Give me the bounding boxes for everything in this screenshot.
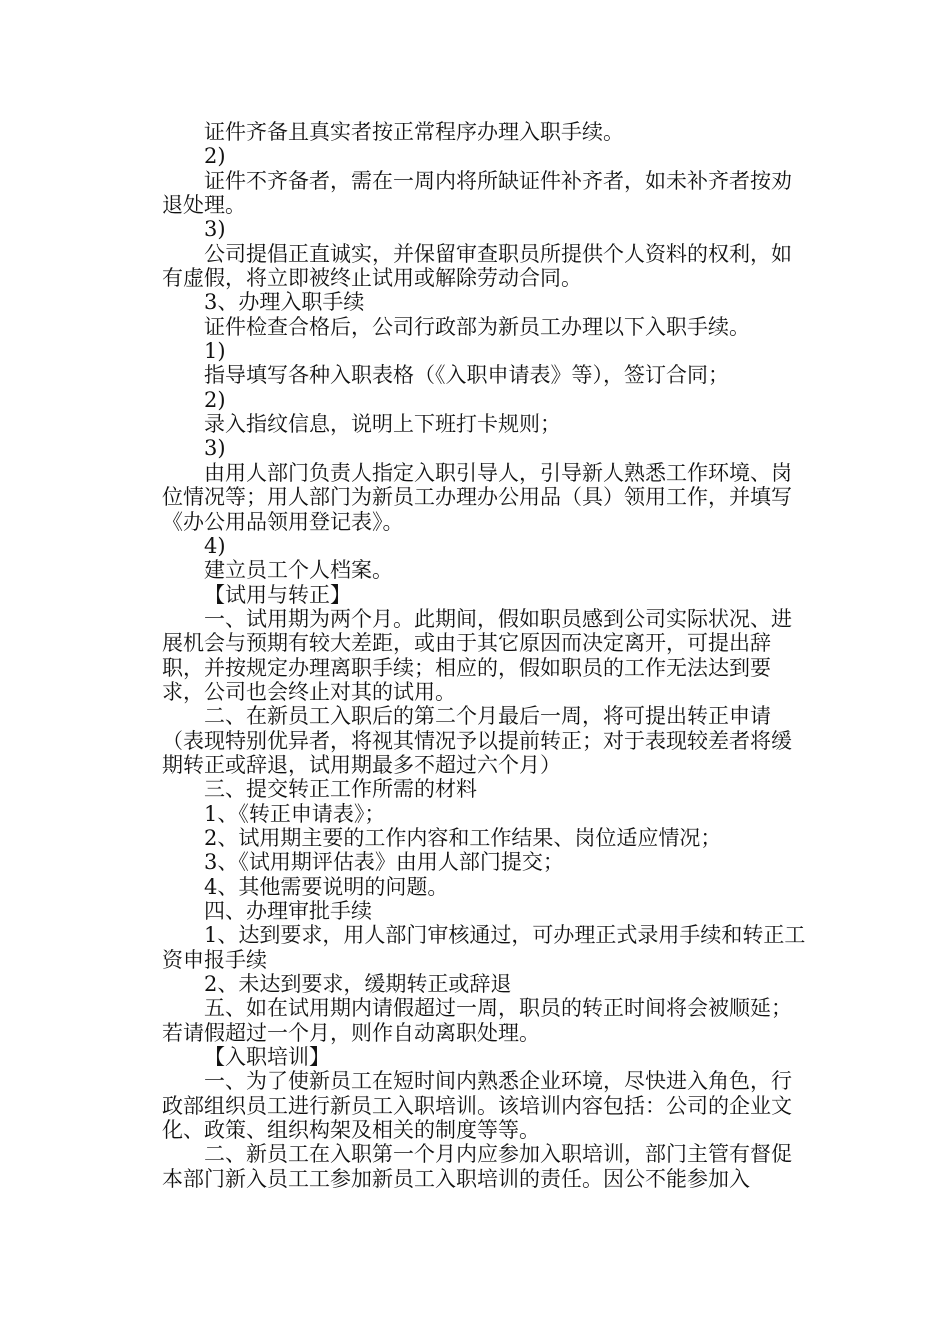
- paragraph: 证件检查合格后，公司行政部为新员工办理以下入职手续。: [204, 314, 750, 339]
- list-number: 3): [204, 436, 226, 461]
- section-heading: 3、办理入职手续: [204, 290, 365, 315]
- paragraph: 指导填写各种入职表格（《入职申请表》等），签订合同；: [204, 363, 729, 388]
- paragraph: 一、试用期为两个月。此期间，假如职员感到公司实际状况、进展机会与预期有较大差距，或由于其它原因而决定离开，可提出辞职，并按规定办理离职手续；相应的，假如职员的工作无法达到要求，公司也会终止对其的试用。: [162, 606, 792, 704]
- paragraph: 证件齐备且真实者按正常程序办理入职手续。: [204, 120, 624, 144]
- list-number: 3): [204, 217, 226, 242]
- paragraph: 一、为了使新员工在短时间内熟悉企业环境，尽快进入角色，行政部组织员工进行新员工入职培训。该培训内容包括：公司的企业文化、政策、组织构架及相关的制度等等。: [162, 1069, 792, 1143]
- list-number: 4): [204, 533, 226, 558]
- paragraph: 四、办理审批手续: [204, 899, 372, 923]
- paragraph: 二、在新员工入职后的第二个月最后一周，将可提出转正申请（表现特别优异者，将视其情况予以提前转正；对于表现较差者将缓期转正或辞退，试用期最多不超过六个月）: [162, 704, 792, 777]
- list-number: 1): [204, 339, 226, 364]
- paragraph: 证件不齐备者，需在一周内将所缺证件补齐者，如未补齐者按劝退处理。: [162, 168, 792, 218]
- list-item: 1、《转正申请表》；: [204, 801, 386, 826]
- list-item: 2、未达到要求，缓期转正或辞退: [204, 972, 512, 997]
- section-heading: 【试用与转正】: [204, 582, 351, 607]
- document-body: [162, 120, 810, 1191]
- list-item: 1、达到要求，用人部门审核通过，可办理正式录用手续和转正工资申报手续: [162, 923, 806, 972]
- paragraph: 由用人部门负责人指定入职引导人，引导新人熟悉工作环境、岗位情况等；用人部门为新员工办理办公用品（具）领用工作，并填写《办公用品领用登记表》。: [162, 460, 792, 534]
- list-number: 2): [204, 387, 226, 412]
- paragraph: 二、新员工在入职第一个月内应参加入职培训，部门主管有督促本部门新入员工工参加新员工入职培训的责任。因公不能参加入: [162, 1142, 792, 1191]
- paragraph: 五、如在试用期内请假超过一周，职员的转正时间将会被顺延；若请假超过一个月，则作自动离职处理。: [162, 996, 792, 1045]
- section-heading: 【入职培训】: [204, 1045, 330, 1070]
- paragraph: 公司提倡正直诚实，并保留审查职员所提供个人资料的权利，如有虚假，将立即被终止试用或解除劳动合同。: [162, 241, 792, 291]
- list-number: 2): [204, 144, 226, 169]
- paragraph: 建立员工个人档案。: [204, 558, 393, 583]
- paragraph: 三、提交转正工作所需的材料: [204, 777, 477, 802]
- list-item: 2、试用期主要的工作内容和工作结果、岗位适应情况；: [204, 825, 722, 850]
- list-item: 3、《试用期评估表》由用人部门提交；: [204, 850, 564, 875]
- paragraph: 录入指纹信息，说明上下班打卡规则；: [204, 412, 561, 437]
- list-item: 4、其他需要说明的问题。: [204, 874, 449, 899]
